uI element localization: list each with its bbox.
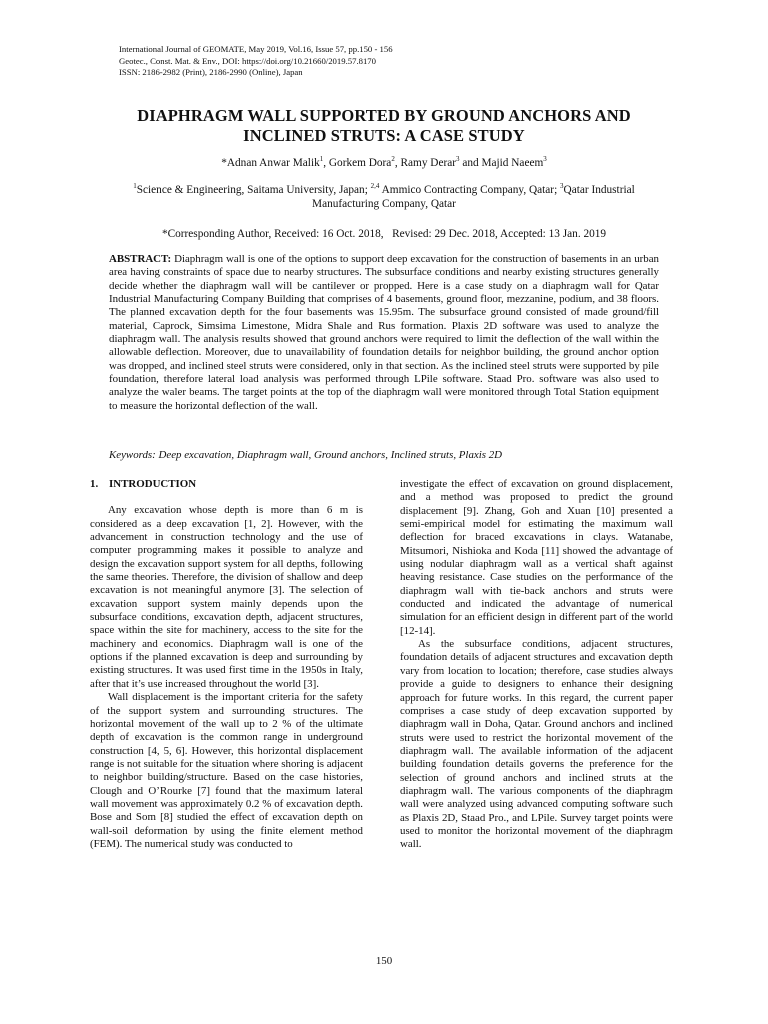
keywords: Keywords: Deep excavation, Diaphragm wall, Ground anchors, Inclined struts, Plaxis 2D <box>109 449 503 461</box>
affiliation: Qatar Industrial Manufacturing Company, Qatar <box>312 184 635 210</box>
author-name: *Adnan Anwar Malik <box>221 157 320 169</box>
author-list <box>90 156 678 170</box>
section-number: 1. <box>90 478 99 490</box>
affiliation-mark: 1 <box>133 182 137 191</box>
abstract-text: Diaphragm wall is one of the options to support deep excavation for the construction of basements in an urban area having constraints of space due to nearby structures. The subsurface conditions and nearby existing structures generally decide whether the diaphragm wall will be cantilever or propped. Here is a case study on a diaphragm wall for Qatar Industrial Manufacturing Company Building that comprises of 4 basements, ground floor, mezzanine, podium, and 38 floors. The planned excavation depth for the four basements was 15.95m. The subsurface ground consisted of made ground/fill material, Caprock, Simsima Limestone, Midra Shale and Rus formation. Plaxis 2D software was used to analyze the diaphragm wall. The analysis results showed that ground anchors were required to limit the deflection of the wall within the allowable deflection. Moreover, due to unavailability of foundation details for neighbor building, the ground anchor option was dropped, and inclined steel struts were considered, only in that section. As the inclined steel struts were supported by pile foundation, therefore lateral load analysis was performed through LPile software. Staad Pro. software was also used to analyze the waler beams. The target points at the top of the diaphragm wall were monitored through Total Station equipment to measure the horizontal deflection of the wall. <box>109 253 659 412</box>
intro-paragraph-4: As the subsurface conditions, adjacent structures, foundation details of adjacent structures and excavation depth vary from location to location; therefore, case studies always provide a guide to designers to enhance their designing approach for future works. In this regard, the current paper comprises a case study of deep excavation supported by diaphragm wall in Doha, Qatar. Ground anchors and inclined struts were used to restrict the horizontal movement of the diaphragm wall. The available information of the adjacent building foundation details governs the preference for the selection of ground anchors and inclined struts at the diaphragm wall. The various components of the diaphragm wall were analyzed using advanced computing software such as Plaxis 2D, Staad Pro., and LPile. Survey target points were used to monitor the horizontal movement of the diaphragm wall. <box>400 638 673 851</box>
abstract <box>109 253 659 413</box>
journal-header <box>119 44 539 79</box>
author-name: , Gorkem Dora <box>323 157 392 169</box>
paper-title-line-2: INCLINED STRUTS: A CASE STUDY <box>243 126 525 145</box>
author-name: and Majid Naeem <box>459 157 544 169</box>
affiliation-mark: 2,4 <box>370 182 380 191</box>
section-heading-introduction <box>90 478 363 491</box>
paper-title-line-1: DIAPHRAGM WALL SUPPORTED BY GROUND ANCHORS AND <box>137 106 631 125</box>
author-affiliation-mark: 3 <box>456 155 460 164</box>
affiliation-mark: 3 <box>560 182 564 191</box>
affiliation: Science & Engineering, Saitama University, Japan; <box>136 184 371 196</box>
intro-paragraph-1: Any excavation whose depth is more than 6 m is considered as a deep excavation [1, 2]. However, with the advancement in construction technology and the use of computer programming makes it possible to analyze and design the excavation support system for all depths, following the same theories. Therefore, the division of shallow and deep excavation is not meaningful anymore [3]. The selection of excavation support system mainly depends upon the subsurface conditions, excavation depth, adjacent structures, space within the site for machinery, access to the site for the machinery and economics. Diaphragm wall is one of the options if the planned excavation is deep and surrounding by existing structures. It was used first time in the 1950s in Italy, after that it’s use increased throughout the world [3]. <box>90 504 363 690</box>
author-affiliation-mark: 2 <box>391 155 395 164</box>
author-name: , Ramy Derar <box>394 157 456 169</box>
right-column <box>400 478 673 852</box>
affiliation: Ammico Contracting Company, Qatar; <box>379 184 561 196</box>
affiliation-list <box>110 183 658 211</box>
page-number: 150 <box>375 955 393 967</box>
abstract-label: ABSTRACT: <box>109 253 172 265</box>
intro-paragraph-3: investigate the effect of excavation on ground displacement, and a method was proposed to predict the ground displacement [9]. Zhang, Goh and Xuan [10] presented a semi-empirical model for estimating the maximum wall deflection for braced excavations in clays. Watanabe, Mitsumori, Nishioka and Koda [11] showed the advantage of using nodular diaphragm wall as a vertical shaft against heaving resistance. Case studies on the performance of the diaphragm wall with tie-back anchors and struts were conducted and indicated the advantage of numerical simulation for an efficient design in different part of the world [12-14]. <box>400 478 673 637</box>
author-affiliation-mark: 3 <box>543 155 547 164</box>
author-affiliation-mark: 1 <box>319 155 324 164</box>
journal-issn: ISSN: 2186-2982 (Print), 2186-2990 (Online), Japan <box>119 67 303 77</box>
journal-doi: Geotec., Const. Mat. & Env., DOI: https://doi.org/10.21660/2019.57.8170 <box>119 55 376 66</box>
journal-citation: International Journal of GEOMATE, May 2019, Vol.16, Issue 57, pp.150 - 156 <box>119 44 393 54</box>
corresponding-author-dates: *Corresponding Author, Received: 16 Oct. 2018, Revised: 29 Dec. 2018, Accepted: 13 Jan. 2019 <box>161 228 607 240</box>
section-title: INTRODUCTION <box>109 478 197 490</box>
paper-title <box>90 106 678 146</box>
intro-paragraph-2: Wall displacement is the important criteria for the safety of the support system and surrounding structures. The horizontal movement of the wall up to 2 % of the ultimate depth of excavation is the common range in underground construction [4, 5, 6]. However, this horizontal displacement range is not suitable for the situation where shoring is adjacent to neighbor building/structure. Based on the case histories, Clough and O’Rourke [7] found that the maximum lateral wall movement was approximately 0.2 % of excavation depth. Bose and Som [8] studied the effect of excavation depth on wall-soil deformation by using the finite element method (FEM). The numerical study was conducted to <box>90 691 363 850</box>
left-column <box>90 478 363 851</box>
